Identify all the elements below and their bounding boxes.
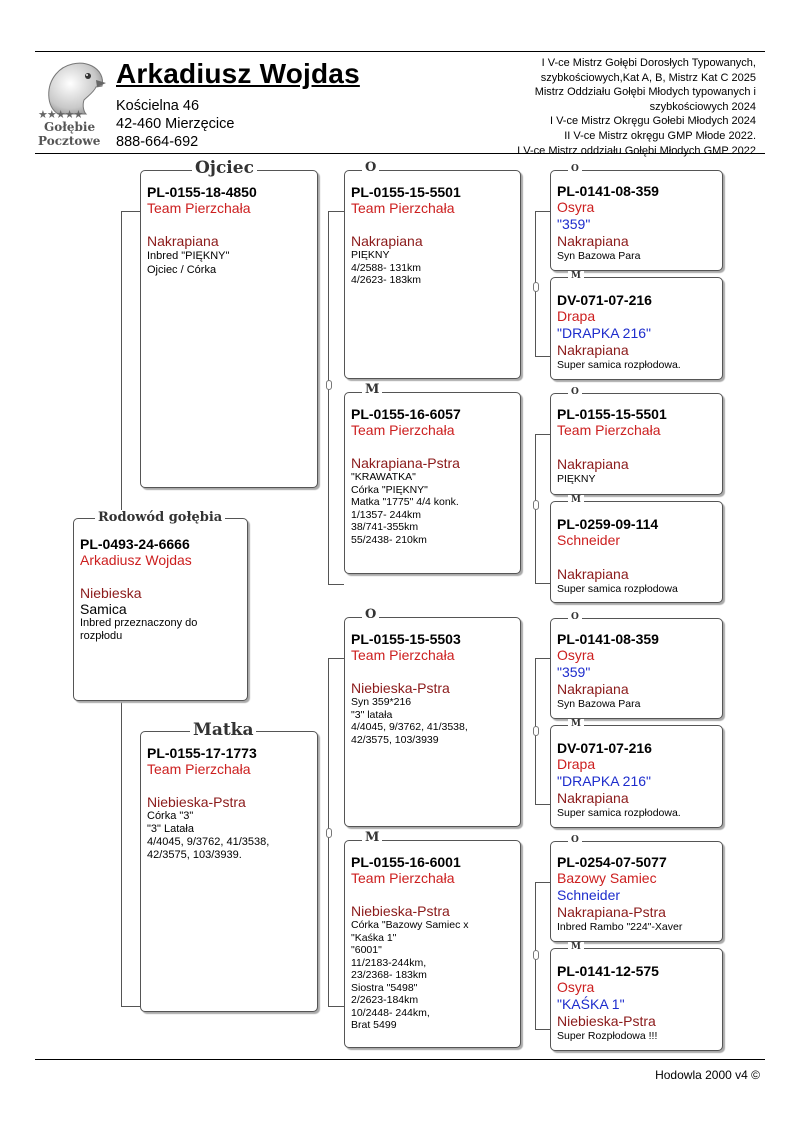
- ffm-note: Super samica rozpłodowa.: [557, 359, 681, 371]
- fmf-ring: PL-0155-15-5501: [557, 406, 667, 422]
- mother-color: Niebieska-Pstra: [147, 794, 246, 810]
- title-line: I V-ce Mistrz Okręgu Gołebi Młodych 2024: [549, 115, 756, 128]
- mmm-ring: PL-0141-12-575: [557, 963, 659, 979]
- mmf-card: [550, 841, 723, 942]
- title-line: I V-ce Mistrz oddziału Gołębi Młodych GMP 2022: [517, 144, 756, 157]
- mff-name: "359": [557, 664, 591, 680]
- fmf-title: O: [568, 387, 582, 397]
- logo-stars: ★★★★★: [38, 109, 83, 121]
- fmm-ring: PL-0259-09-114: [557, 516, 659, 532]
- pigeon-logo-icon: [36, 56, 108, 116]
- mmf-name: Schneider: [557, 887, 621, 903]
- mfm-card: [550, 725, 723, 828]
- owner-address-2: 42-460 Mierzęcice: [116, 116, 235, 132]
- fff-card: [550, 170, 723, 271]
- ffm-color: Nakrapiana: [557, 342, 629, 358]
- connector-gen1-bottom: [121, 1006, 140, 1007]
- fff-title: O: [568, 164, 582, 174]
- mfm-name: "DRAPKA 216": [557, 773, 651, 789]
- mmm-card: [550, 948, 723, 1051]
- mmf-owner: Bazowy Samiec: [557, 870, 657, 886]
- title-line: Mistrz Oddziału Gołębi Młodych typowanych i: [534, 86, 756, 99]
- connector-fm-top: [535, 434, 550, 435]
- fmf-card: [550, 393, 723, 495]
- mff-card: [550, 618, 723, 719]
- ffm-name: "DRAPKA 216": [557, 325, 651, 341]
- connector-knot: [326, 380, 332, 390]
- subject-title: Rodowód gołębia: [95, 510, 225, 525]
- mother-title: Matka: [190, 720, 256, 740]
- father-note: Inbred "PIĘKNY" Ojciec / Córka: [147, 250, 230, 276]
- mf-ring: PL-0155-15-5503: [351, 631, 461, 647]
- connector-knot: [533, 726, 539, 736]
- father-card: [140, 170, 318, 488]
- father-mother-card: [344, 392, 521, 574]
- connector-father: [328, 211, 329, 584]
- owner-address-1: Kościelna 46: [116, 98, 200, 114]
- connector-mf-top: [535, 658, 550, 659]
- connector-mother-bottom: [328, 1006, 344, 1007]
- mff-title: O: [568, 612, 582, 622]
- connector-knot: [533, 500, 539, 510]
- father-ring: PL-0155-18-4850: [147, 184, 257, 200]
- fmm-note: Super samica rozpłodowa: [557, 583, 678, 595]
- subject-ring: PL-0493-24-6666: [80, 536, 190, 552]
- mother-owner: Team Pierzchała: [147, 761, 251, 777]
- fff-color: Nakrapiana: [557, 233, 629, 249]
- logo-text-1: Gołębie: [44, 120, 96, 134]
- title-line: I V-ce Mistrz Gołębi Dorosłych Typowanych,: [541, 57, 756, 69]
- connector-knot: [533, 282, 539, 292]
- mmf-title: O: [568, 835, 582, 845]
- mother-note: Córka "3" "3" Latała 4/4045, 9/3762, 41/3538, 42/3575, 103/3939.: [147, 810, 270, 861]
- mm-ring: PL-0155-16-6001: [351, 854, 461, 870]
- mother-father-card: [344, 617, 521, 827]
- connector-fm-bottom: [535, 583, 550, 584]
- owner-name: Arkadiusz Wojdas: [116, 58, 360, 89]
- achievement-titles: [456, 56, 756, 158]
- ff-note: PIĘKNY 4/2588- 131km 4/2623- 183km: [351, 249, 422, 286]
- mmf-note: Inbred Rambo "224"-Xaver: [557, 921, 683, 933]
- connector-father-top: [328, 211, 344, 212]
- connector-mm-bottom: [535, 1029, 550, 1030]
- ffm-title: M: [568, 271, 584, 281]
- mff-color: Nakrapiana: [557, 681, 629, 697]
- mfm-title: M: [568, 719, 584, 729]
- mother-mother-card: [344, 840, 521, 1048]
- mmm-color: Niebieska-Pstra: [557, 1013, 656, 1029]
- connector-mm-top: [535, 882, 550, 883]
- fm-title: M: [362, 382, 382, 397]
- fmf-note: PIĘKNY: [557, 473, 596, 485]
- subject-color: Niebieska: [80, 585, 142, 601]
- mf-color: Niebieska-Pstra: [351, 680, 450, 696]
- mother-ring: PL-0155-17-1773: [147, 745, 257, 761]
- mf-owner: Team Pierzchała: [351, 647, 455, 663]
- fm-ring: PL-0155-16-6057: [351, 406, 461, 422]
- mmm-title: M: [568, 942, 584, 952]
- fm-owner: Team Pierzchała: [351, 422, 455, 438]
- logo-text-2: Pocztowe: [38, 134, 101, 148]
- fmm-card: [550, 501, 723, 603]
- mmm-owner: Osyra: [557, 979, 595, 995]
- subject-card: [73, 518, 248, 701]
- mmf-color: Nakrapiana-Pstra: [557, 904, 666, 920]
- fff-note: Syn Bazowa Para: [557, 250, 641, 262]
- ffm-card: [550, 277, 723, 380]
- mfm-color: Nakrapiana: [557, 790, 629, 806]
- title-line: II V-ce Mistrz okręgu GMP Młode 2022.: [564, 129, 756, 142]
- connector-knot: [533, 950, 539, 960]
- mff-owner: Osyra: [557, 647, 595, 663]
- ff-ring: PL-0155-15-5501: [351, 184, 461, 200]
- father-title: Ojciec: [192, 158, 257, 178]
- father-owner: Team Pierzchała: [147, 200, 251, 216]
- mmm-note: Super Rozpłodowa !!!: [557, 1030, 658, 1042]
- ffm-owner: Drapa: [557, 308, 596, 324]
- ffm-ring: DV-071-07-216: [557, 292, 652, 308]
- fmf-color: Nakrapiana: [557, 456, 629, 472]
- connector-gen1-top: [121, 211, 140, 212]
- owner-phone: 888-664-692: [116, 134, 199, 150]
- fmm-color: Nakrapiana: [557, 566, 629, 582]
- ff-color: Nakrapiana: [351, 233, 423, 249]
- mf-note: Syn 359*216 "3" latała 4/4045, 9/3762, 41/3538, 42/3575, 103/3939: [351, 696, 468, 746]
- fff-owner: Osyra: [557, 199, 595, 215]
- connector-ff-bottom: [535, 356, 550, 357]
- mff-note: Syn Bazowa Para: [557, 698, 641, 710]
- fm-color: Nakrapiana-Pstra: [351, 455, 460, 471]
- fff-name: "359": [557, 216, 591, 232]
- mf-title: O: [362, 607, 379, 622]
- mm-title: M: [362, 830, 382, 845]
- mother-card: [140, 731, 318, 1012]
- ff-title: O: [362, 160, 379, 175]
- subject-note: Inbred przeznaczony do rozpłodu: [80, 617, 198, 642]
- connector-mother-top: [328, 658, 344, 659]
- mfm-owner: Drapa: [557, 756, 596, 772]
- father-color: Nakrapiana: [147, 233, 219, 249]
- title-line: szybkościowych 2024: [649, 100, 756, 113]
- fff-ring: PL-0141-08-359: [557, 183, 659, 199]
- mm-note: Córka "Bazowy Samiec x "Kaśka 1" "6001" 11/2183-244km, 23/2368- 183km Siostra "5498" 2/2623-184km 10/2448- 244km, Brat 5499: [351, 919, 469, 1031]
- subject-sex: Samica: [80, 601, 127, 617]
- connector-ff-top: [535, 211, 550, 212]
- footer-credit: Hodowla 2000 v4 ©: [655, 1068, 760, 1082]
- connector-father-bottom: [328, 584, 344, 585]
- mfm-ring: DV-071-07-216: [557, 740, 652, 756]
- logo: [36, 56, 108, 148]
- header-top-rule: [35, 51, 765, 52]
- footer-rule: [35, 1059, 765, 1060]
- mfm-note: Super samica rozpłodowa.: [557, 807, 681, 819]
- mm-owner: Team Pierzchała: [351, 870, 455, 886]
- mff-ring: PL-0141-08-359: [557, 631, 659, 647]
- mm-color: Niebieska-Pstra: [351, 903, 450, 919]
- fm-note: "KRAWATKA" Córka "PIĘKNY" Matka "1775" 4/4 konk. 1/1357- 244km 38/741-355km 55/2438- 210km: [351, 471, 459, 546]
- fmf-owner: Team Pierzchała: [557, 422, 661, 438]
- connector-mf-bottom: [535, 804, 550, 805]
- connector-knot: [326, 828, 332, 838]
- fmm-owner: Schneider: [557, 532, 621, 548]
- subject-owner: Arkadiusz Wojdas: [80, 552, 192, 568]
- fmm-title: M: [568, 495, 584, 505]
- mmm-name: "KAŚKA 1": [557, 996, 625, 1012]
- father-father-card: [344, 170, 521, 379]
- mmf-ring: PL-0254-07-5077: [557, 854, 667, 870]
- ff-owner: Team Pierzchała: [351, 200, 455, 216]
- title-line: szybkościowych,Kat A, B, Mistrz Kat C 2025: [540, 71, 756, 84]
